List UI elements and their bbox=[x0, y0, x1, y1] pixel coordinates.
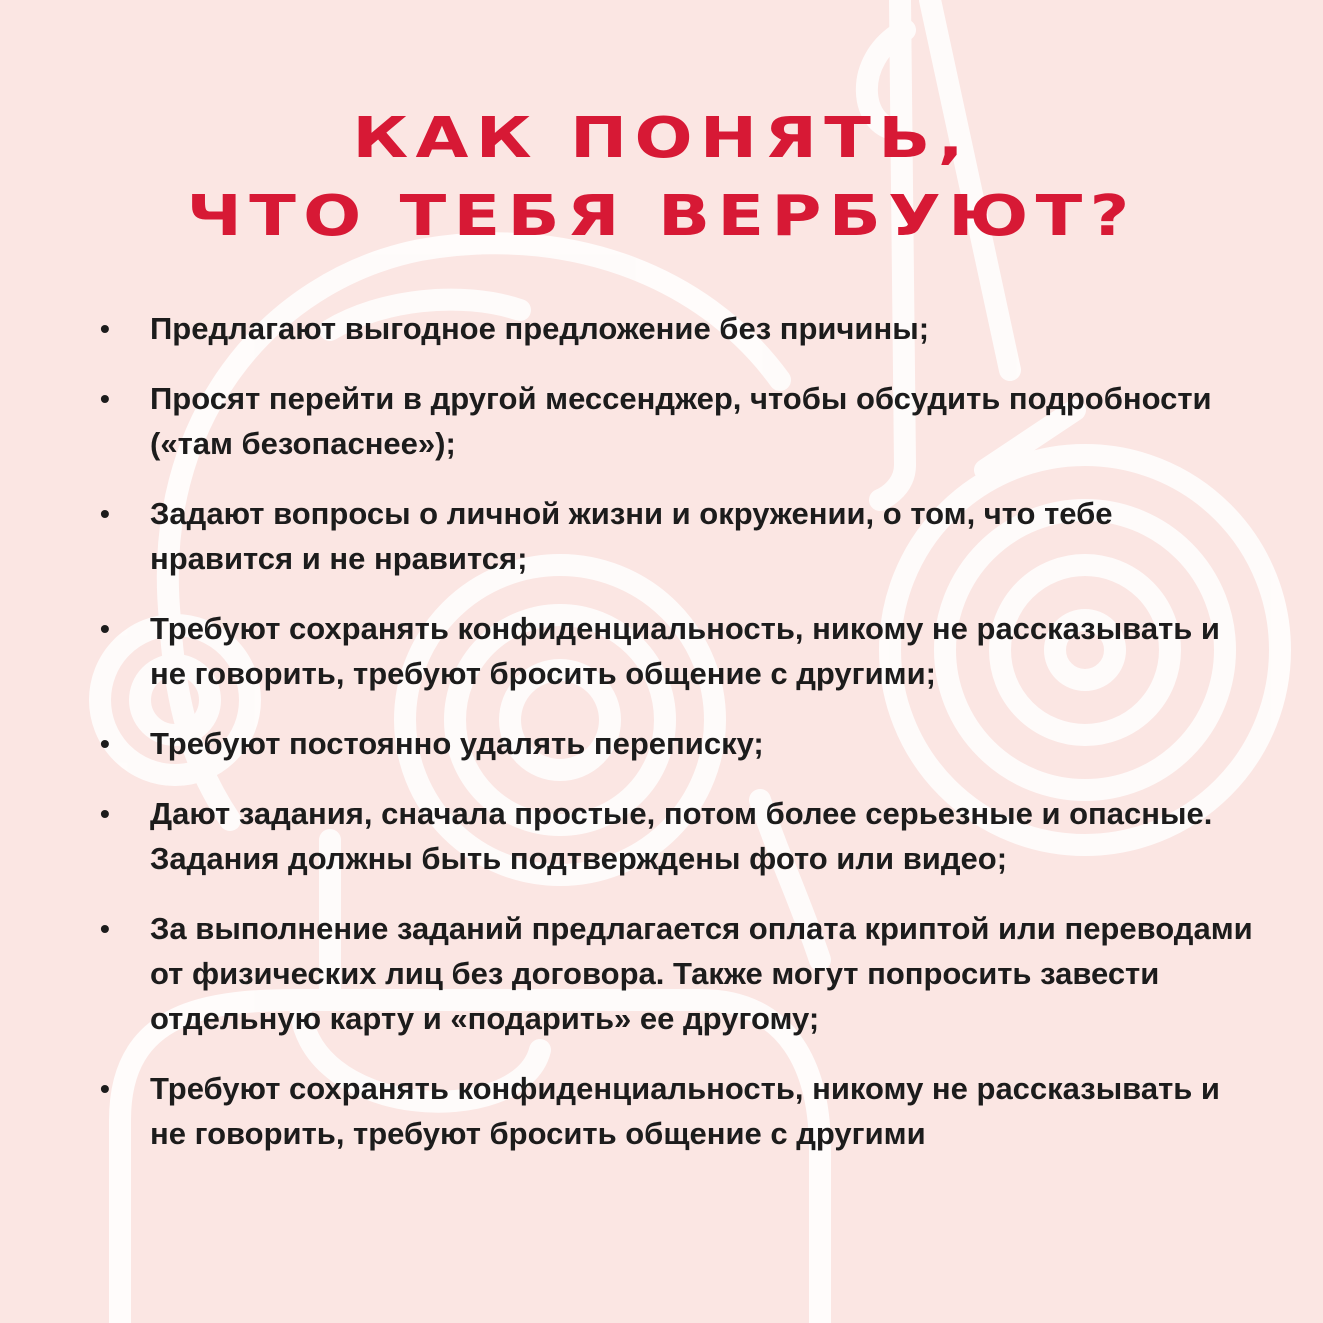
title-line-2: ЧТО ТЕБЯ ВЕРБУЮТ? bbox=[186, 184, 1137, 249]
list-item-text: Просят перейти в другой мессенджер, чтобы обсудить подробности («там безопаснее»); bbox=[150, 381, 1212, 461]
list-item-text: За выполнение заданий предлагается оплата криптой или переводами от физических лиц без договора. Также могут попросить завести отдельную карту и «подарить» ее другому; bbox=[150, 911, 1253, 1036]
list-item bbox=[96, 1066, 1256, 1156]
bullet-icon: • bbox=[100, 498, 110, 529]
list-item-text: Задают вопросы о личной жизни и окружении, о том, что тебе нравится и не нравится; bbox=[150, 496, 1113, 576]
list-item bbox=[96, 721, 1256, 766]
bullet-icon: • bbox=[100, 613, 110, 644]
list-item bbox=[96, 491, 1256, 581]
bullet-icon: • bbox=[100, 728, 110, 759]
list-item bbox=[96, 306, 1256, 351]
list-item-text: Требуют сохранять конфиденциальность, никому не рассказывать и не говорить, требуют бросить общение с другими bbox=[150, 1071, 1220, 1151]
list-item-text: Требуют сохранять конфиденциальность, никому не рассказывать и не говорить, требуют бросить общение с другими; bbox=[150, 611, 1220, 691]
bullet-icon: • bbox=[100, 913, 110, 944]
list-item bbox=[96, 376, 1256, 466]
bullet-icon: • bbox=[100, 798, 110, 829]
list-item bbox=[96, 906, 1256, 1041]
title-line-1: КАК ПОНЯТЬ, bbox=[352, 106, 971, 171]
bullet-icon: • bbox=[100, 383, 110, 414]
page-title bbox=[0, 100, 1323, 256]
bullet-icon: • bbox=[100, 1073, 110, 1104]
list-item-text: Предлагают выгодное предложение без причины; bbox=[150, 311, 930, 346]
list-item-text: Требуют постоянно удалять переписку; bbox=[150, 726, 764, 761]
list-item bbox=[96, 791, 1256, 881]
list-item-text: Дают задания, сначала простые, потом более серьезные и опасные. Задания должны быть подтверждены фото или видео; bbox=[150, 796, 1213, 876]
bullet-icon: • bbox=[100, 313, 110, 344]
list-item bbox=[96, 606, 1256, 696]
warning-signs-list bbox=[96, 306, 1256, 1181]
